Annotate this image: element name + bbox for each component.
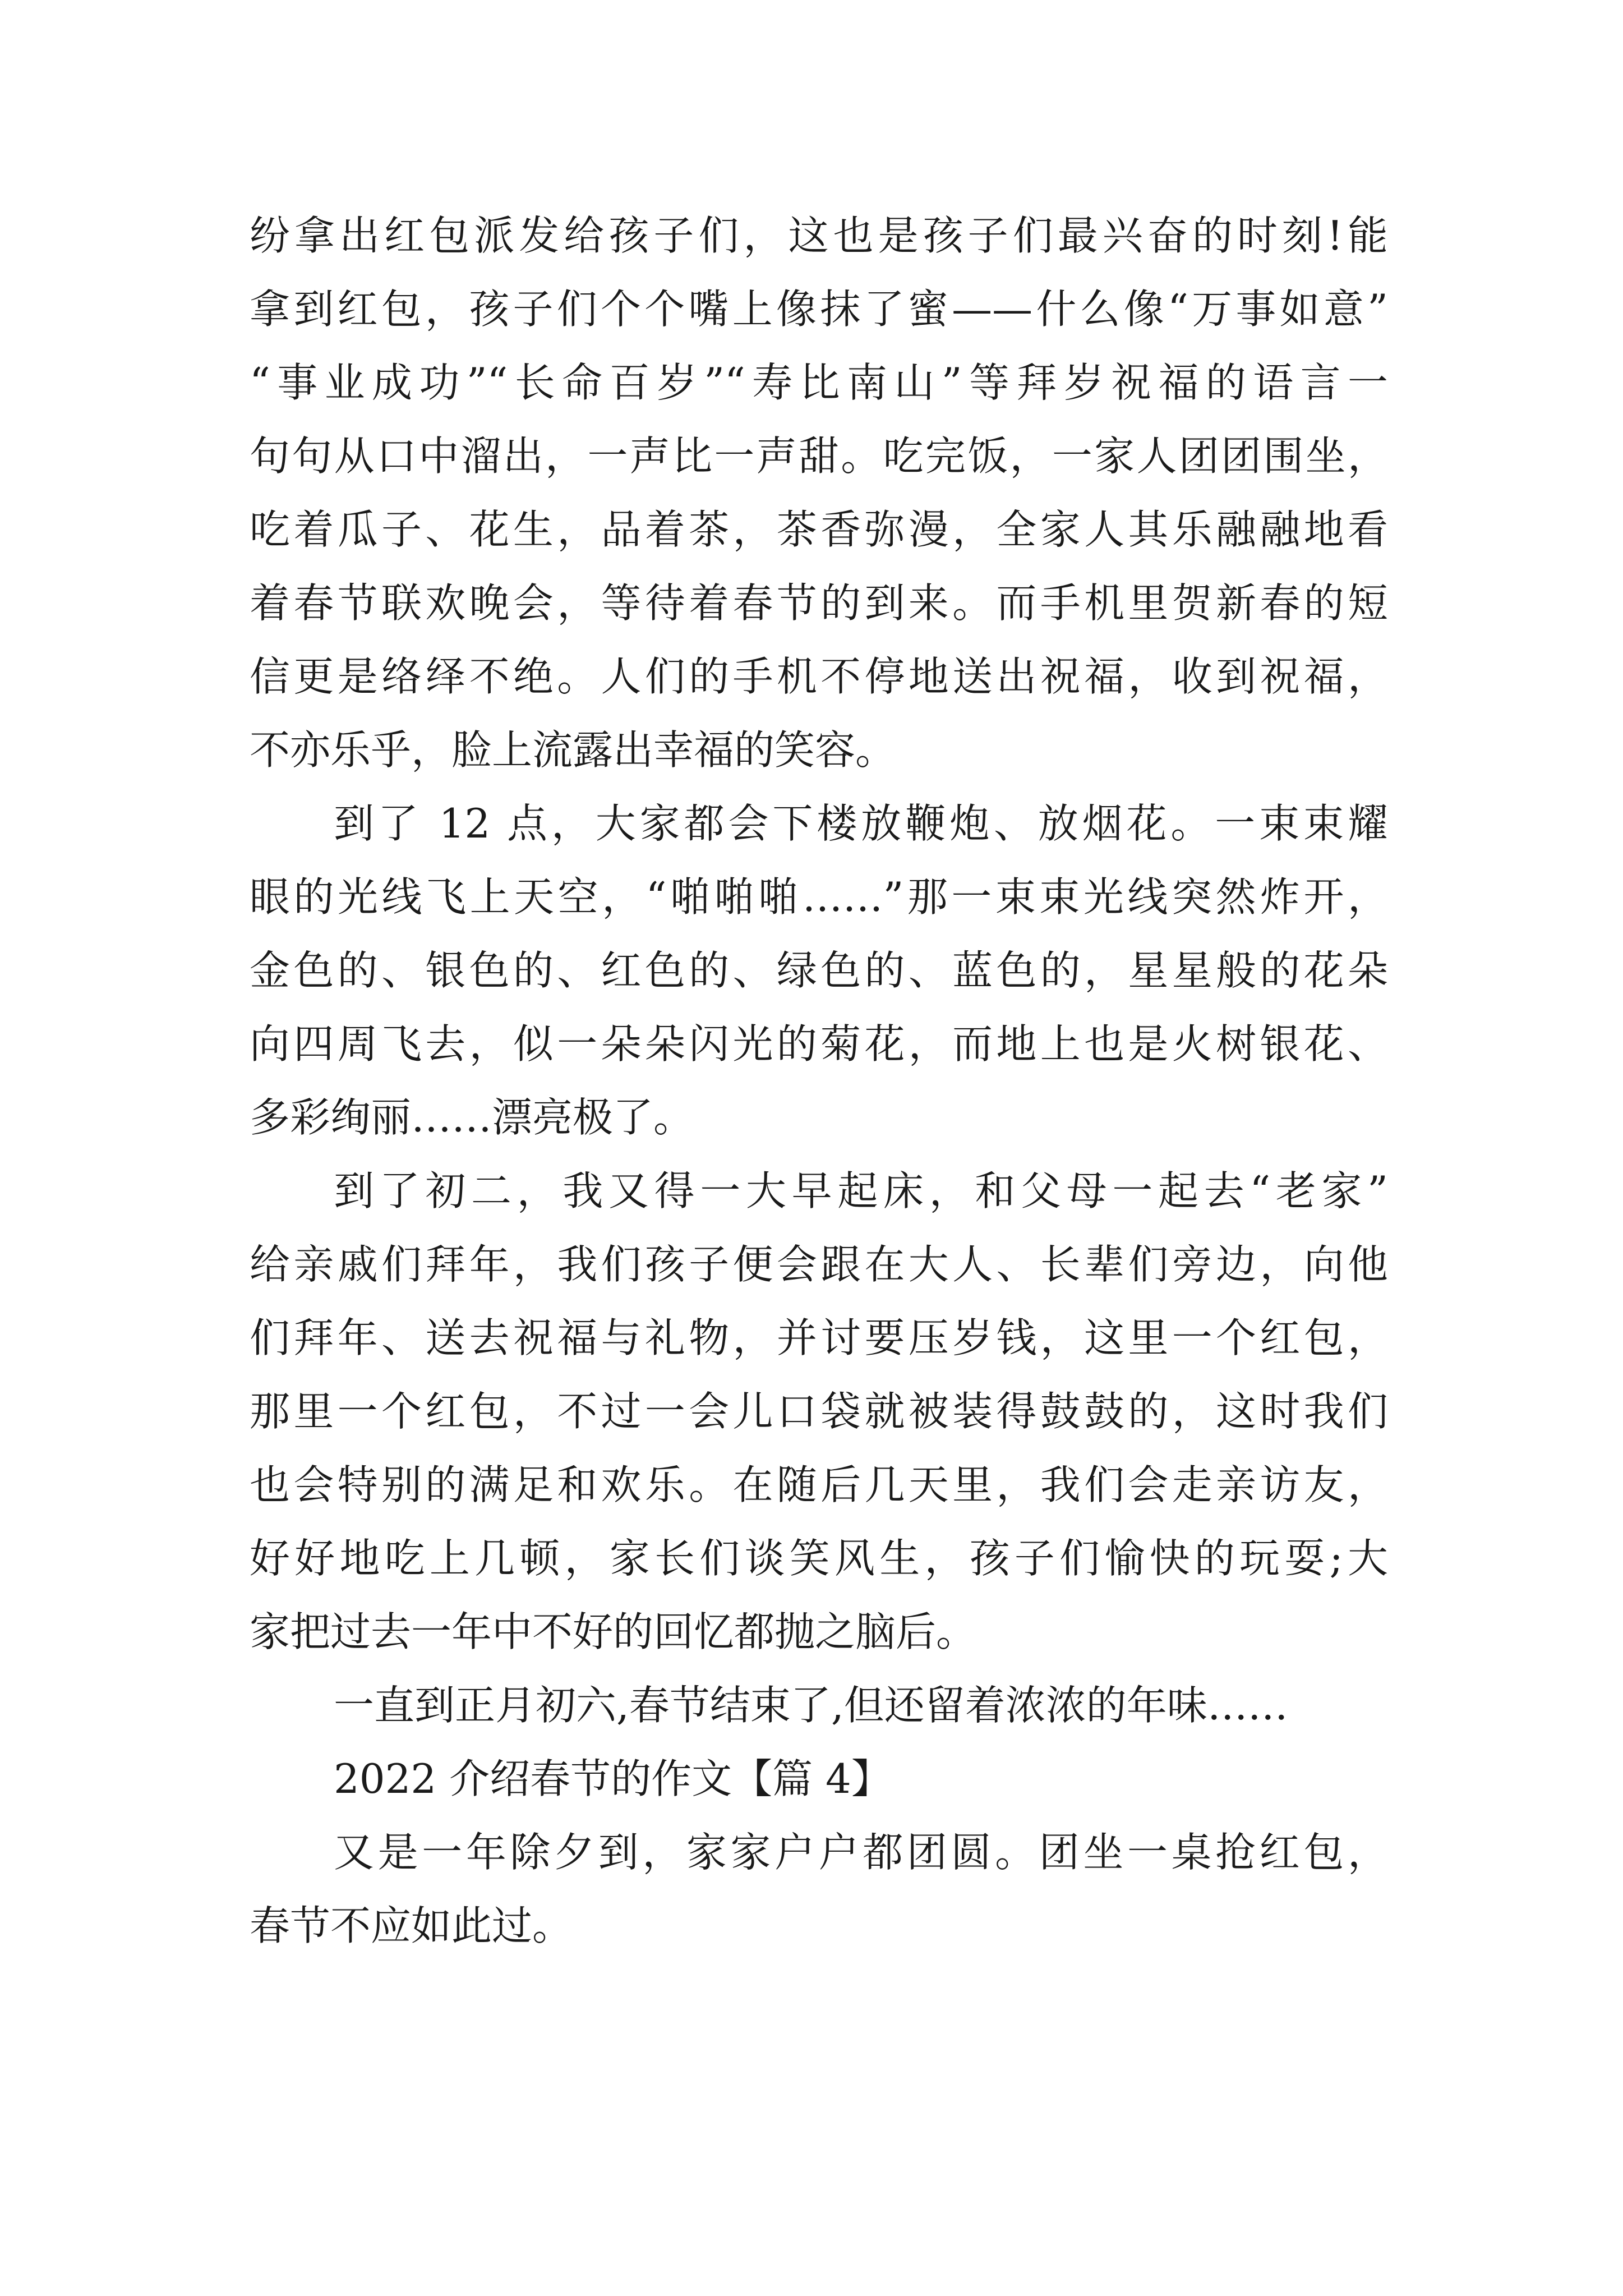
text-line: 给亲戚们拜年，我们孩子便会跟在大人、长辈们旁边，向他: [250, 1241, 1388, 1288]
text-line: 不亦乐乎，脸上流露出幸福的笑容。: [250, 726, 896, 774]
text-line: 信更是络绎不绝。人们的手机不停地送出祝福，收到祝福，: [250, 653, 1388, 700]
text-line: 多彩绚丽……漂亮极了。: [250, 1094, 694, 1141]
text-line: 句句从口中溜出，一声比一声甜。吃完饭，一家人团团围坐，: [250, 432, 1388, 480]
text-line: 向四周飞去，似一朵朵闪光的菊花，而地上也是火树银花、: [250, 1020, 1388, 1068]
text-line: 金色的、银色的、红色的、绿色的、蓝色的，星星般的花朵: [250, 947, 1388, 994]
text-line: 又是一年除夕到，家家户户都团圆。团坐一桌抢红包，: [334, 1829, 1388, 1876]
text-line: 到了初二，我又得一大早起床，和父母一起去“老家”: [334, 1167, 1388, 1214]
text-line: 2022 介绍春节的作文【篇 4】: [334, 1755, 892, 1802]
text-line: 那里一个红包，不过一会儿口袋就被装得鼓鼓的，这时我们: [250, 1388, 1388, 1435]
text-line: 纷拿出红包派发给孩子们，这也是孩子们最兴奋的时刻!能: [250, 212, 1388, 259]
text-line: 着春节联欢晚会，等待着春节的到来。而手机里贺新春的短: [250, 579, 1388, 627]
text-line: 们拜年、送去祝福与礼物，并讨要压岁钱，这里一个红包，: [250, 1314, 1388, 1361]
text-line: 家把过去一年中不好的回忆都抛之脑后。: [250, 1608, 977, 1655]
text-line: “事业成功”“长命百岁”“寿比南山”等拜岁祝福的语言一: [250, 359, 1388, 406]
text-line: 眼的光线飞上天空，“啪啪啪……”那一束束光线突然炸开，: [250, 873, 1388, 921]
text-line: 一直到正月初六,春节结束了,但还留着浓浓的年味……: [334, 1682, 1288, 1729]
text-line: 到了 12 点，大家都会下楼放鞭炮、放烟花。一束束耀: [334, 800, 1388, 847]
text-line: 好好地吃上几顿，家长们谈笑风生，孩子们愉快的玩耍;大: [250, 1535, 1388, 1582]
text-line: 吃着瓜子、花生，品着茶，茶香弥漫，全家人其乐融融地看: [250, 506, 1388, 553]
essay-body: [250, 199, 1388, 1963]
text-line: 春节不应如此过。: [250, 1902, 573, 1949]
text-line: 也会特别的满足和欢乐。在随后几天里，我们会走亲访友，: [250, 1461, 1388, 1508]
text-line: 拿到红包，孩子们个个嘴上像抹了蜜——什么像“万事如意”: [250, 286, 1388, 333]
